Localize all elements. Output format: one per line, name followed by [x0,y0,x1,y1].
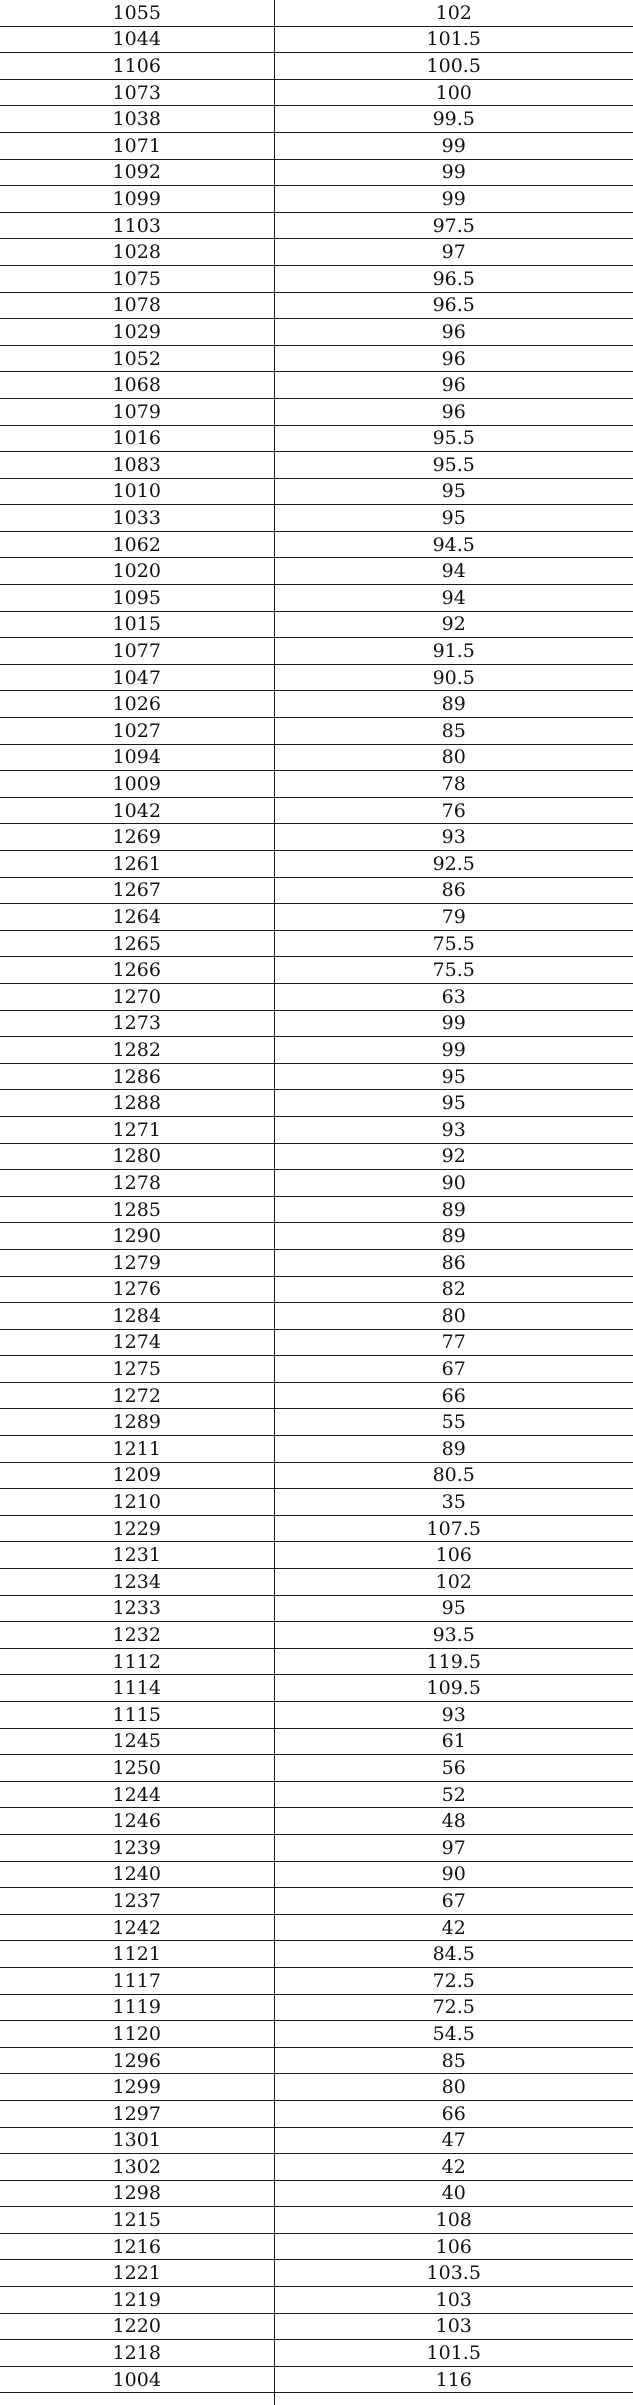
id-cell: 1250 [0,1755,274,1782]
table-row [0,106,633,133]
table-row [0,611,633,638]
score-cell: 78 [274,771,633,798]
score-cell: 80 [274,1303,633,1330]
score-cell: 96.5 [274,292,633,319]
score-cell: 95.5 [274,452,633,479]
id-cell: 1286 [0,1063,274,1090]
table-row [0,2287,633,2314]
score-cell: 96 [274,372,633,399]
table-row [0,1542,633,1569]
table-row [0,1382,633,1409]
id-cell: 1239 [0,1834,274,1861]
table-row [0,1675,633,1702]
id-cell: 1004 [0,2366,274,2393]
score-cell: 93 [274,1702,633,1729]
table-row [0,558,633,585]
table-row [0,2100,633,2127]
table-row [0,1808,633,1835]
score-cell: 72.5 [274,1994,633,2021]
score-cell: 108 [274,2207,633,2234]
score-cell: 48 [274,1808,633,1835]
empty-cell [274,2393,633,2405]
id-cell: 1209 [0,1462,274,1489]
score-cell: 97 [274,239,633,266]
id-cell: 1079 [0,398,274,425]
score-cell: 95 [274,1595,633,1622]
score-cell: 94 [274,585,633,612]
table-row [0,186,633,213]
score-cell: 85 [274,718,633,745]
score-cell: 100.5 [274,53,633,80]
id-cell: 1103 [0,212,274,239]
table-row [0,1329,633,1356]
score-cell: 106 [274,2233,633,2260]
id-cell: 1231 [0,1542,274,1569]
score-cell: 99 [274,132,633,159]
table-row [0,1249,633,1276]
table-row [0,53,633,80]
score-cell: 107.5 [274,1515,633,1542]
table-row [0,1436,633,1463]
score-cell: 95.5 [274,425,633,452]
table-row [0,851,633,878]
score-cell: 66 [274,2100,633,2127]
table-row [0,26,633,53]
score-cell: 90 [274,1861,633,1888]
score-cell: 100 [274,79,633,106]
score-cell: 85 [274,2047,633,2074]
id-cell: 1246 [0,1808,274,1835]
table-row [0,0,633,26]
id-cell: 1120 [0,2021,274,2048]
score-cell: 119.5 [274,1648,633,1675]
id-cell: 1298 [0,2180,274,2207]
table-row [0,797,633,824]
score-cell: 89 [274,1196,633,1223]
table-row [0,292,633,319]
score-cell: 42 [274,2154,633,2181]
id-cell: 1261 [0,851,274,878]
table-row [0,372,633,399]
id-cell: 1094 [0,744,274,771]
id-cell: 1119 [0,1994,274,2021]
id-cell: 1245 [0,1728,274,1755]
id-cell: 1010 [0,478,274,505]
table-row [0,398,633,425]
table-row [0,1622,633,1649]
table-row [0,1861,633,1888]
id-cell: 1273 [0,1010,274,1037]
score-cell: 95 [274,1063,633,1090]
table-row [0,1063,633,1090]
score-cell: 92 [274,1143,633,1170]
score-cell: 93 [274,1116,633,1143]
id-cell: 1028 [0,239,274,266]
table-row [0,1648,633,1675]
table-row [0,1170,633,1197]
table-row [0,2154,633,2181]
score-cell: 80.5 [274,1462,633,1489]
id-cell: 1075 [0,265,274,292]
id-cell: 1289 [0,1409,274,1436]
score-cell: 96.5 [274,265,633,292]
score-cell: 89 [274,1223,633,1250]
table-row [0,585,633,612]
score-cell: 92.5 [274,851,633,878]
score-cell: 90 [274,1170,633,1197]
table-row [0,531,633,558]
score-cell: 67 [274,1888,633,1915]
table-row [0,2233,633,2260]
table-row [0,877,633,904]
score-cell: 52 [274,1781,633,1808]
id-cell: 1020 [0,558,274,585]
score-cell: 95 [274,505,633,532]
score-cell: 86 [274,877,633,904]
table-row-partial [0,2393,633,2405]
id-cell: 1068 [0,372,274,399]
score-cell: 61 [274,1728,633,1755]
score-cell: 66 [274,1382,633,1409]
table-row [0,691,633,718]
id-cell: 1027 [0,718,274,745]
id-cell: 1296 [0,2047,274,2074]
table-row [0,1037,633,1064]
score-cell: 95 [274,478,633,505]
id-cell: 1026 [0,691,274,718]
table-row [0,159,633,186]
id-cell: 1073 [0,79,274,106]
id-cell: 1282 [0,1037,274,1064]
table-row [0,957,633,984]
id-cell: 1210 [0,1489,274,1516]
score-cell: 96 [274,345,633,372]
table-row [0,478,633,505]
id-cell: 1301 [0,2127,274,2154]
id-cell: 1276 [0,1276,274,1303]
table-row [0,2207,633,2234]
table-row [0,1303,633,1330]
id-cell: 1232 [0,1622,274,1649]
table-row [0,638,633,665]
table-row [0,132,633,159]
table-row [0,79,633,106]
id-cell: 1047 [0,664,274,691]
id-cell: 1062 [0,531,274,558]
table-row [0,2021,633,2048]
score-cell: 103 [274,2287,633,2314]
id-cell: 1279 [0,1249,274,1276]
table-row [0,824,633,851]
score-cell: 109.5 [274,1675,633,1702]
table-row [0,212,633,239]
score-cell: 75.5 [274,930,633,957]
table-row [0,2313,633,2340]
table-row [0,983,633,1010]
id-cell: 1271 [0,1116,274,1143]
table-row [0,452,633,479]
id-cell: 1297 [0,2100,274,2127]
score-cell: 90.5 [274,664,633,691]
id-cell: 1114 [0,1675,274,1702]
score-cell: 116 [274,2366,633,2393]
table-row [0,2127,633,2154]
id-cell: 1216 [0,2233,274,2260]
id-cell: 1117 [0,1967,274,1994]
score-cell: 89 [274,1436,633,1463]
id-cell: 1270 [0,983,274,1010]
id-cell: 1038 [0,106,274,133]
id-cell: 1278 [0,1170,274,1197]
table-row [0,744,633,771]
id-cell: 1264 [0,904,274,931]
score-cell: 99.5 [274,106,633,133]
score-cell: 97.5 [274,212,633,239]
score-cell: 42 [274,1914,633,1941]
id-cell: 1095 [0,585,274,612]
score-cell: 82 [274,1276,633,1303]
score-cell: 92 [274,611,633,638]
id-cell: 1029 [0,319,274,346]
score-cell: 94 [274,558,633,585]
id-cell: 1269 [0,824,274,851]
table-row [0,1755,633,1782]
id-cell: 1229 [0,1515,274,1542]
table-row [0,1090,633,1117]
id-cell: 1052 [0,345,274,372]
id-cell: 1042 [0,797,274,824]
id-cell: 1121 [0,1941,274,1968]
id-cell: 1265 [0,930,274,957]
table-row [0,345,633,372]
id-cell: 1234 [0,1569,274,1596]
table-row [0,505,633,532]
table-row [0,2180,633,2207]
id-cell: 1240 [0,1861,274,1888]
table-row [0,1143,633,1170]
table-row [0,2260,633,2287]
score-cell: 106 [274,1542,633,1569]
id-cell: 1275 [0,1356,274,1383]
id-cell: 1237 [0,1888,274,1915]
id-cell: 1106 [0,53,274,80]
id-cell: 1112 [0,1648,274,1675]
table-row [0,1223,633,1250]
table-row [0,319,633,346]
score-cell: 55 [274,1409,633,1436]
table-row [0,771,633,798]
score-cell: 86 [274,1249,633,1276]
table-row [0,1569,633,1596]
table-row [0,239,633,266]
score-cell: 77 [274,1329,633,1356]
score-cell: 91.5 [274,638,633,665]
id-cell: 1099 [0,186,274,213]
id-cell: 1009 [0,771,274,798]
score-cell: 89 [274,691,633,718]
id-cell: 1211 [0,1436,274,1463]
score-cell: 101.5 [274,2340,633,2367]
score-cell: 63 [274,983,633,1010]
score-cell: 102 [274,0,633,26]
id-cell: 1299 [0,2074,274,2101]
id-cell: 1071 [0,132,274,159]
id-cell: 1215 [0,2207,274,2234]
empty-cell [0,2393,274,2405]
score-cell: 67 [274,1356,633,1383]
score-cell: 84.5 [274,1941,633,1968]
score-cell: 93 [274,824,633,851]
score-cell: 56 [274,1755,633,1782]
table-row [0,1994,633,2021]
table-row [0,1462,633,1489]
table-row [0,1010,633,1037]
table-row [0,265,633,292]
table-row [0,1356,633,1383]
id-cell: 1290 [0,1223,274,1250]
table-row [0,1116,633,1143]
table-row [0,1781,633,1808]
table-row [0,1276,633,1303]
id-cell: 1221 [0,2260,274,2287]
id-cell: 1233 [0,1595,274,1622]
table-row [0,1967,633,1994]
id-cell: 1033 [0,505,274,532]
table-row [0,1834,633,1861]
table-row [0,718,633,745]
score-cell: 99 [274,1037,633,1064]
score-cell: 97 [274,1834,633,1861]
table-row [0,1489,633,1516]
table-row [0,1888,633,1915]
id-cell: 1244 [0,1781,274,1808]
score-cell: 103.5 [274,2260,633,2287]
score-cell: 99 [274,159,633,186]
id-cell: 1242 [0,1914,274,1941]
table-row [0,1595,633,1622]
table-row [0,1941,633,1968]
id-cell: 1083 [0,452,274,479]
score-cell: 80 [274,2074,633,2101]
id-cell: 1218 [0,2340,274,2367]
id-cell: 1266 [0,957,274,984]
score-cell: 94.5 [274,531,633,558]
score-cell: 93.5 [274,1622,633,1649]
table-row [0,2366,633,2393]
id-cell: 1274 [0,1329,274,1356]
table-row [0,2047,633,2074]
id-cell: 1267 [0,877,274,904]
score-cell: 99 [274,1010,633,1037]
table-row [0,2074,633,2101]
score-cell: 101.5 [274,26,633,53]
score-cell: 54.5 [274,2021,633,2048]
id-cell: 1044 [0,26,274,53]
id-cell: 1288 [0,1090,274,1117]
id-cell: 1280 [0,1143,274,1170]
id-cell: 1077 [0,638,274,665]
score-cell: 76 [274,797,633,824]
score-cell: 47 [274,2127,633,2154]
score-cell: 103 [274,2313,633,2340]
score-cell: 75.5 [274,957,633,984]
table-row [0,1196,633,1223]
table-row [0,2340,633,2367]
table-row [0,425,633,452]
table-row [0,1515,633,1542]
score-cell: 80 [274,744,633,771]
table-row [0,1702,633,1729]
score-cell: 102 [274,1569,633,1596]
score-cell: 35 [274,1489,633,1516]
id-cell: 1055 [0,0,274,26]
id-cell: 1219 [0,2287,274,2314]
table-row [0,930,633,957]
score-cell: 95 [274,1090,633,1117]
table-row [0,664,633,691]
id-cell: 1302 [0,2154,274,2181]
table-row [0,1409,633,1436]
score-cell: 72.5 [274,1967,633,1994]
score-cell: 79 [274,904,633,931]
score-cell: 96 [274,398,633,425]
table-row [0,904,633,931]
score-cell: 96 [274,319,633,346]
score-cell: 40 [274,2180,633,2207]
id-cell: 1285 [0,1196,274,1223]
id-cell: 1015 [0,611,274,638]
id-cell: 1016 [0,425,274,452]
table-row [0,1728,633,1755]
id-cell: 1092 [0,159,274,186]
id-cell: 1220 [0,2313,274,2340]
id-cell: 1078 [0,292,274,319]
table-row [0,1914,633,1941]
id-cell: 1284 [0,1303,274,1330]
id-cell: 1115 [0,1702,274,1729]
id-cell: 1272 [0,1382,274,1409]
score-cell: 99 [274,186,633,213]
